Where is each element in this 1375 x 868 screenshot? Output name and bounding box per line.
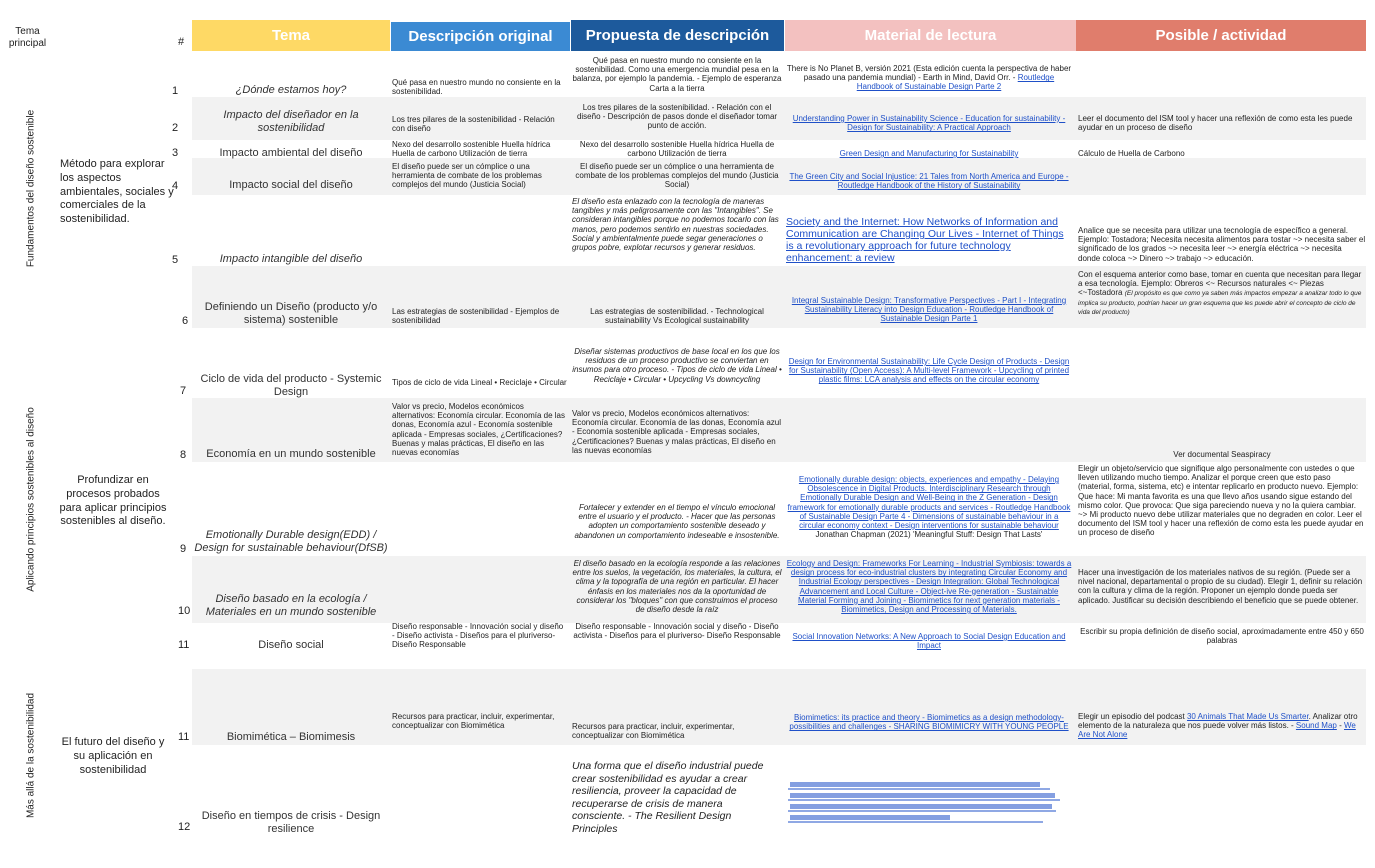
row-material — [786, 475, 1072, 539]
material-link[interactable]: Integral Sustainable Design: Transformative Perspectives - Part I - Integrating Sustainability Literacy into Design Education - Routledge Handbook of Sustainable Design Parte 1 — [791, 296, 1067, 324]
material-text: Jonathan Chapman (2021) 'Meaningful Stuff: Design That Lasts' — [815, 530, 1043, 540]
row-number: 5 — [172, 254, 179, 266]
row-actividad — [1078, 270, 1366, 317]
material-link[interactable]: Biomimetics: its practice and theory - Biomimetics as a design methodology-possibilities and challenges - SHARING BIOMIMICRY WITH YOUNG PEOPLE — [789, 713, 1069, 732]
row-propuesta: Una forma que el diseño industrial puede crear sostenibilidad es ayudar a crear resiliencia, proveer la capacidad de recuperarse de crisis de manera consciente. - The Resilient Design Principles — [572, 760, 764, 835]
col-header-tema: Tema — [192, 20, 390, 51]
row-propuesta: Diseño responsable - Innovación social y diseño - Diseño activista - Diseños para el pluriverso- Diseño Responsable — [573, 622, 781, 641]
section-desc-mas-alla: El futuro del diseño y su aplicación en sostenibilidad — [61, 736, 165, 776]
row-descripcion: Recursos para practicar, incluir, experimentar, conceptualizar con Biomimética — [392, 712, 555, 731]
actividad-text: . Analizar otro elemento de la naturaleza que nos puede volver más listos. - — [1078, 712, 1358, 731]
material-link[interactable]: Social Innovation Networks: A New Approach to Social Design Education and Impact — [792, 632, 1066, 651]
garbled-links-block — [788, 780, 1068, 830]
hash-label: # — [178, 36, 185, 48]
row-number: 6 — [182, 315, 189, 327]
row-number: 7 — [180, 385, 187, 397]
row-propuesta: Diseñar sistemas productivos de base local en los que los residuos de un proceso productivo se conviertan en insumos para otro proceso. - Tipos de ciclo de vida Lineal • Reciclaje • Circular • Upcycling Vs downcycling — [572, 347, 782, 384]
row-number: 2 — [172, 122, 179, 134]
row-tema: Impacto intangible del diseño — [219, 253, 363, 265]
row-actividad: Ver documental Seaspiracy — [1173, 450, 1271, 459]
row-number: 11 — [178, 731, 190, 743]
row-tema: Economía en un mundo sostenible — [206, 448, 376, 460]
row-descripcion: Nexo del desarrollo sostenible Huella hídrica Huella de carbono Utilización de tierra — [392, 140, 551, 159]
we-are-not-alone-link[interactable]: We Are Not Alone — [1078, 721, 1356, 740]
actividad-text: Elegir un episodio del podcast — [1078, 712, 1185, 721]
row-tema: Definiendo un Diseño (producto y/o sistema) sostenible — [204, 301, 378, 326]
row-propuesta: Las estrategias de sostenibilidad. - Technological sustainability Vs Ecological sustainability — [590, 307, 764, 326]
row-tema: Diseño basado en la ecología / Materiales en un mundo sostenible — [205, 593, 377, 618]
row-actividad: Analice que se necesita para utilizar una tecnología de específico a general. Ejemplo: Tostadora; Necesita necesita alimentos para tostar ~> necesita saber el significado de los grados ~> necesita leer ~> energía eléctrica ~> necesita donde coloca ~> Dinero ~> trabajo ~> educación. — [1078, 226, 1366, 263]
actividad-note: (El propósito es que como ya saben más impactos empezar a analizar todo lo que implica su producto, podrían hacer un gran esquema que les puede abrir el concepto de ciclo de vida del producto) — [1078, 290, 1362, 317]
row-number: 4 — [172, 180, 179, 192]
row-tema: Impacto ambiental del diseño — [219, 147, 363, 159]
material-link[interactable]: The Green City and Social Injustice: 21 Tales from North America and Europe - Routledge Handbook of the History of Sustainability — [789, 172, 1069, 191]
row-tema: Emotionally Durable design(EDD) / Design for sustainable behaviour(DfSB) — [194, 529, 388, 554]
row-propuesta: Valor vs precio, Modelos económicos alternativos: Economía circular. Economía de las donas, Economía azul - Economía sostenible aplicada - Empresas sociales, ¿Certificaciones? Buenas y malas prácticas, El diseño en las nuevas economías — [572, 409, 781, 455]
material-link[interactable]: Society and the Internet: How Networks of Information and Communication are Changing Our Lives - Internet of Things is a revolutionary approach for future technology enhancement: a review — [786, 216, 1064, 265]
row-actividad: Hacer una investigación de los materiales nativos de su región. (Puede ser a nivel nacional, departamental o propio de su ciudad). Elegir 1, definir su relación con la cultura y clima de la región. Proponer un ejemplo donde pueda ser aplicado. Justificar su decisión describiendo el beneficio que se puede obtener. — [1078, 568, 1363, 605]
row-actividad: Elegir un objeto/servicio que signifique algo personalmente con ustedes o que lleven utilizando mucho tiempo. Analizar el porque creen que esto paso (material, forma, sistema, etc) e intentar replicarlo en producto nuevo. Ejemplo: Que hace: Mi manta favorita es una que llevo años usando sigue estando del mismo color. Que provoca: Que siga pareciendo nueva y no la quiera cambiar. ~> Mi producto nuevo debe utilizar materiales que no degraden en color. Leer el documento del ISM tool y hacer una reflexión de como esta les puede ayudar en un proceso de diseño — [1078, 464, 1364, 538]
row-tema: Diseño social — [258, 639, 324, 651]
col-header-descripcion-original: Descripción original — [391, 22, 570, 51]
row-tema: Impacto social del diseño — [229, 179, 353, 191]
row-propuesta: Qué pasa en nuestro mundo no consiente en la sostenibilidad. Como una emergencia mundial pesa en la balanza, por ejemplo la pandemia. - Ejemplo de esperanza Carta a la tierra — [572, 56, 782, 93]
material-text: There is No Planet B, versión 2021 (Esta edición cuenta la perspectiva de haber pasado una pandemia mundial) - Earth in Mind, David Orr. - — [786, 64, 1072, 83]
col-header-material: Material de lectura — [785, 20, 1076, 51]
row-descripcion: Qué pasa en nuestro mundo no consiente en la sostenibilidad. — [392, 78, 561, 97]
row-propuesta: El diseño basado en la ecología responde a las relaciones entre los suelos, la vegetación, los materiales, la cultura, el clima y la topografía de una región en particular. El hacer énfasis en los materiales nos da la oportunidad de considerar los "bloques" con que construimos el proceso de diseño desde la raíz — [572, 559, 782, 614]
actividad-text: Con el esquema anterior como base, tomar en cuenta que necesitan para llegar a esa tecnología. Ejemplo: Obreros <~ Recursos naturales <~ Piezas <~Tostadora — [1078, 270, 1362, 298]
row-descripcion: Diseño responsable - Innovación social y diseño - Diseño activista - Diseños para el pluriverso- Diseño Responsable — [392, 622, 564, 650]
row-actividad: Leer el documento del ISM tool y hacer una reflexión de como esta les puede ayudar en un proceso de diseño — [1078, 114, 1353, 133]
material-link[interactable]: Ecology and Design: Frameworks For Learning - Industrial Symbiosis: towards a design process for eco-industrial clusters by integrating Circular Economy and Industrial Ecology perspectives - Design Integration: Global Technological Advancement and Local Culture - Object-ive Re-generation - Sustainable Material Forming and Joining - Biomimetics for next generation materials - Biomimetics, Design and Processing of Materials. — [786, 559, 1072, 614]
row-propuesta: Recursos para practicar, incluir, experimentar, conceptualizar con Biomimética — [572, 722, 735, 741]
material-link[interactable]: Emotionally durable design: objects, experiences and empathy - Delaying Obsolescence in Digital Products. Interdisciplinary Research through Emotionally Durable Design and Well-Being in the Z Generation - Design framework for emotionally durable products and services - Routledge Handbook of Sustainable Design Parte 4 - Dimensions of sustainable behaviour in a circular economy context - Design interventions for sustainable behaviour — [787, 475, 1071, 530]
row-number: 9 — [180, 543, 187, 555]
material-link[interactable]: Understanding Power in Sustainability Science - Education for sustainability - Design for Sustainability: A Practical Approach — [792, 114, 1066, 133]
row-tema: Diseño en tiempos de crisis - Design resilience — [201, 810, 381, 835]
tema-principal-label: Tema principal — [8, 26, 47, 49]
row-number: 8 — [180, 449, 187, 461]
row-tema: Biomimética – Biomimesis — [226, 731, 356, 743]
actividad-separator: - — [1339, 721, 1342, 731]
row-number: 1 — [172, 85, 179, 97]
row-tema: Ciclo de vida del producto - Systemic Design — [200, 373, 382, 398]
row-propuesta: Fortalecer y extender en el tiempo el vínculo emocional entre el usuario y el producto. - Hacer que las personas adopten un comportamiento sostenible deseado y abandonen un comportamiento indeseable e insostenible. — [574, 503, 780, 540]
row-tema: Impacto del diseñador en la sostenibilidad — [223, 109, 359, 134]
row-number: 3 — [172, 147, 179, 159]
section-desc-fundamentos: Método para explorar los aspectos ambientales, sociales y comerciales de la sostenibilidad. — [60, 158, 174, 225]
col-header-propuesta: Propuesta de descripción — [571, 20, 784, 51]
col-header-actividad: Posible / actividad — [1076, 20, 1366, 51]
garbled-links-graphic — [788, 780, 1068, 830]
row-actividad — [1078, 712, 1366, 740]
material-link[interactable]: Green Design and Manufacturing for Sustainability — [839, 149, 1019, 158]
section-label-mas-alla: Más allá de la sostenibilidad — [25, 692, 37, 819]
section-label-fundamentos: Fundamentos del diseño sostenible — [25, 109, 37, 268]
row-descripcion: Valor vs precio, Modelos económicos alternativos: Economía circular. Economía de las donas, Economía azul - Economía sostenible aplicada - Empresas sociales, ¿Certificaciones? Buenas y malas prácticas, El diseño en las nuevas economías — [392, 402, 565, 457]
row-descripcion: Las estrategias de sostenibilidad - Ejemplos de sostenibilidad — [392, 307, 560, 326]
row-tema: ¿Dónde estamos hoy? — [235, 84, 347, 96]
row-propuesta: Los tres pilares de la sostenibilidad. - Relación con el diseño - Descripción de pasos donde el diseñador tomar punto de acción. — [576, 103, 778, 131]
section-label-aplicando: Aplicando principios sostenibles al diseño — [25, 407, 37, 592]
row-material — [786, 64, 1072, 92]
material-link[interactable]: Design for Environmental Sustainability: Life Cycle Design of Products - Design for Sustainability (Open Access): A Multi-level Framework - Upcycling of printed plastic films: LCA analysis and effects on the circular economy — [788, 357, 1070, 385]
row-descripcion: Los tres pilares de la sostenibilidad - Relación con diseño — [392, 115, 555, 134]
material-link[interactable]: Routledge Handbook of Sustainable Design Parte 2 — [856, 73, 1055, 92]
row-number: 11 — [178, 639, 190, 651]
podcast-link[interactable]: 30 Animals That Made Us Smarter — [1186, 712, 1309, 721]
row-propuesta: Nexo del desarrollo sostenible Huella hídrica Huella de carbono Utilización de tierra — [579, 140, 775, 159]
row-descripcion: El diseño puede ser un cómplice o una herramienta de combate de los problemas complejos del mundo (Justicia Social) — [392, 162, 542, 190]
row-number: 12 — [178, 821, 191, 833]
row-propuesta: El diseño esta enlazado con la tecnología de maneras tangibles y más peligrosamente con las "Intangibles". Se consideran intangibles porque no podemos tocarlo con las manos, pero podemos sentirlo en nuestras sociedades. Social y ambientalmente puede segar generaciones o grupos pobre, explotar recursos y generar residuos. — [572, 197, 779, 252]
row-propuesta: El diseño puede ser un cómplice o una herramienta de combate de los problemas complejos del mundo (Justicia Social) — [575, 162, 779, 190]
row-number: 10 — [178, 605, 191, 617]
row-actividad: Cálculo de Huella de Carbono — [1078, 149, 1185, 158]
row-descripcion: Tipos de ciclo de vida Lineal • Reciclaje • Circular — [392, 378, 567, 387]
row-actividad: Escribir su propia definición de diseño social, aproximadamente entre 450 y 650 palabras — [1080, 627, 1364, 646]
section-desc-aplicando: Profundizar en procesos probados para aplicar principios sostenibles al diseño. — [59, 474, 167, 528]
sound-map-link[interactable]: Sound Map — [1295, 721, 1337, 731]
